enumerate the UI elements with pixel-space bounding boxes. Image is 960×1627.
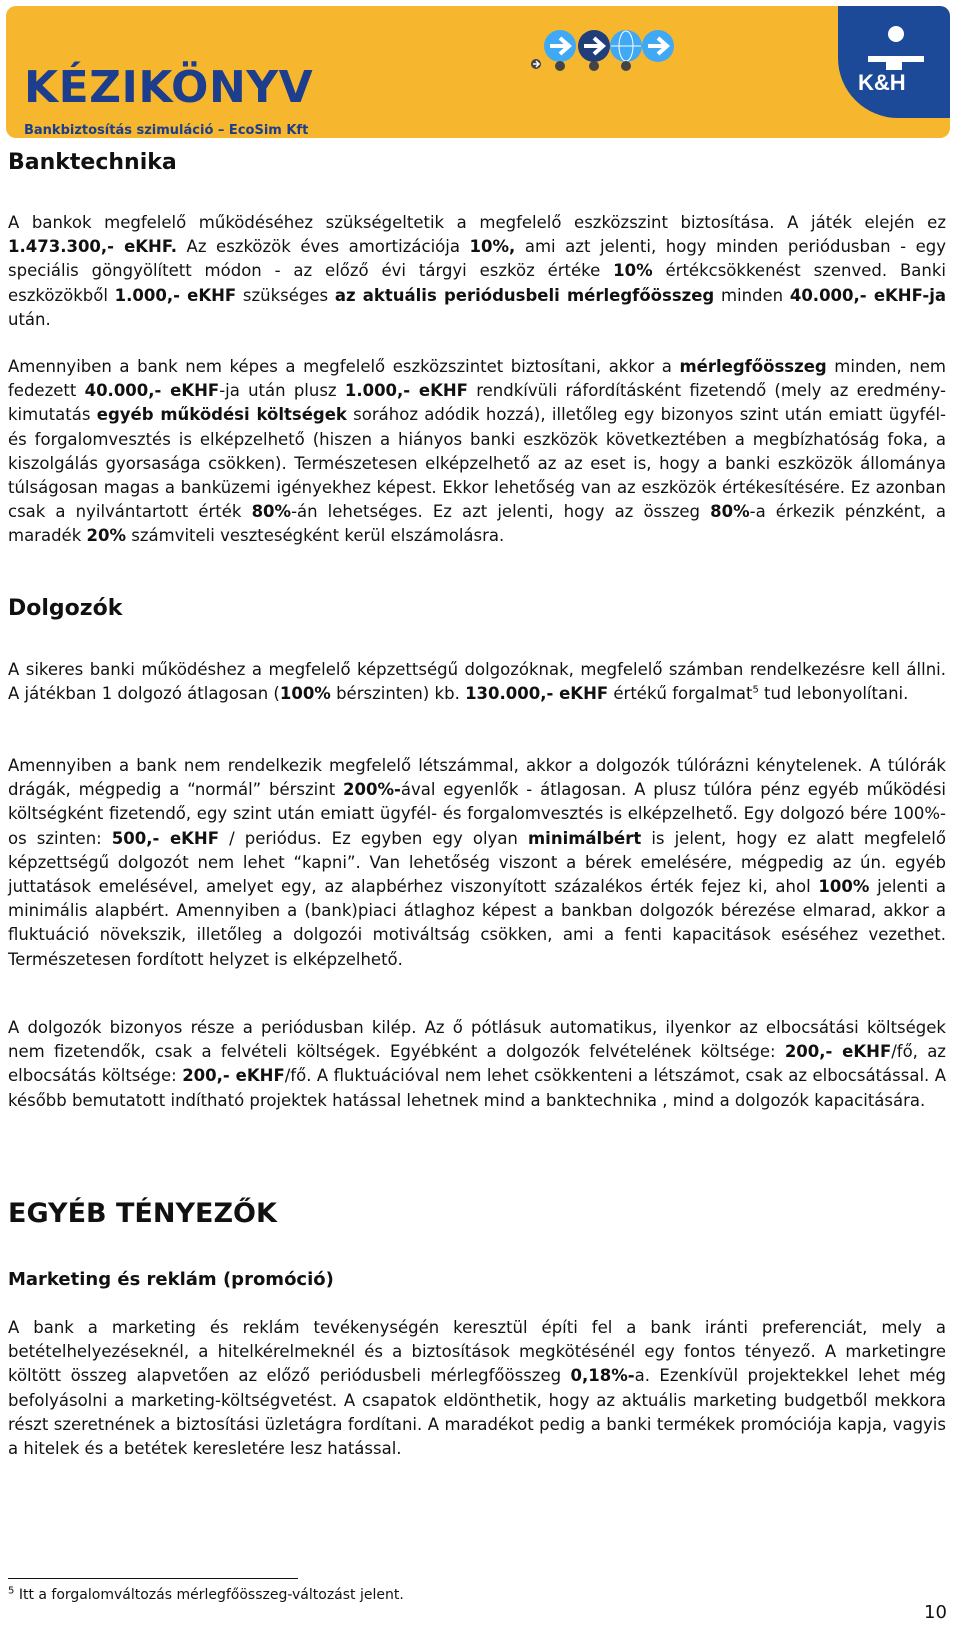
text-run: 500,- eKHF (111, 828, 219, 848)
section-heading-dolgozok: Dolgozók (8, 596, 123, 621)
text-run: mérlegfőösszeg (679, 357, 827, 376)
footnote-ref: 5 (752, 684, 759, 696)
text-run: sorához adódik hozzá), illetőleg egy bizonyos szint után emiatt ügyfél- és forgalomvesztés is elképzelhető (hiszen a hiányos banki eszközök következtében a megbízhatóság foka, a kiszolgálás gyorsasága csökken). Természetesen elképzelhető az az eset is, hogy a banki eszközök állománya túlságosan magas a banküzemi igényekhez képest. Ekkor lehetőség van az eszközök értékesítésére. Ez azonban csak a nyilvántartott érték (8, 405, 946, 522)
text-run: A dolgozók bizonyos része a periódusban kilép. Az ő pótlásuk automatikus, ilyenkor az elbocsátási költségek nem fizetendők, csak a felvételi költségek. Egyébként a dolgozók felvételének költsége: (8, 1018, 946, 1062)
kh-person-icon (868, 26, 924, 70)
text-run: 0,18%- (570, 1366, 635, 1386)
text-run: 130.000,- eKHF (465, 684, 609, 704)
text-run: 1.000,- eKHF (344, 381, 468, 401)
text-run: -án lehetséges. Ez azt jelenti, hogy az összeg (291, 502, 711, 522)
text-run: minden (714, 285, 790, 305)
text-run: is jelent, hogy ez alatt megfelelő képzettségű dolgozót nem lehet “kapni”. Van lehetőség viszont a bérek emelésére, mégpedig az ún. egyéb juttatások emelésével, amelyet egy, az alapbérhez viszonyított százalékos érték fejez ki, ahol (8, 828, 946, 897)
text-run: / periódus. Ez egyben egy olyan (219, 828, 528, 848)
paragraph (8, 355, 946, 549)
text-run: -a érkezik pénzként, a maradék (8, 502, 946, 546)
paragraph (8, 211, 946, 332)
text-run: -ja után plusz (219, 381, 345, 401)
text-run: az aktuális periódusbeli mérlegfőösszeg (334, 285, 715, 305)
text-run: egyéb működési költségek (96, 405, 347, 425)
text-run: bérszinten) kb. (330, 684, 466, 704)
text-run: 100% (818, 877, 870, 897)
text-run: 10%, (469, 237, 516, 257)
footnote-text: Itt a forgalomváltozás mérlegfőösszeg-változást jelent. (18, 1587, 404, 1603)
text-run: szükséges (236, 285, 335, 305)
text-run: Amennyiben a bank nem képes a megfelelő eszközszintet biztosítani, akkor a (8, 357, 680, 376)
text-run: tud lebonyolítani. (758, 684, 909, 704)
arrow-right-icon[interactable] (578, 30, 610, 71)
footnote-number: 5 (8, 1585, 15, 1597)
text-run: 1.000,- eKHF (114, 285, 237, 305)
footnote-divider (8, 1578, 298, 1579)
text-run: A bankok megfelelő működéséhez szükségeltetik a megfelelő eszközszint biztosítása. A játék elején ez (8, 213, 946, 232)
text-run: Az eszközök éves amortizációja (176, 237, 470, 257)
text-run: 100% (279, 684, 331, 704)
text-run: 200%- (343, 780, 401, 800)
paragraph (8, 658, 946, 706)
text-run: után. (8, 309, 51, 329)
text-run: A bank a marketing és reklám tevékenységén keresztül építi fel a bank iránti preferenciát, mely a betételhelyezéseknél, a hitelkérelmeknél és a biztosítások megkötésénél egy fontos tényező. A marketingre költött összeg alapvetően az előző periódusbeli mérlegfőösszeg (8, 1318, 946, 1386)
text-run: a. Ezenkívül projektekkel lehet még befolyásolni a marketing-költségvetést. A csapatok eldönthetik, hogy az aktuális marketing budgetből mekkora részt szeretnének a biztosítási üzletágra fordítani. A maradékot pedig a banki termékek promóciója kapja, vagyis a hitelek és a betétek keresletére lesz hatással. (8, 1366, 946, 1459)
nav-icons (528, 28, 698, 78)
text-run: jelenti a minimális alapbért. Amennyiben a (bank)piaci átlaghoz képest a bankban dolgozók bérezése elmarad, akkor a fluktuáció növekszik, illetőleg a dolgozói motiváltság csökken, ami a fenti kapacitások eséséhez vezethet. Természetesen fordított helyzet is elképzelhető. (8, 877, 946, 969)
text-run: 80% (710, 502, 750, 522)
text-run: Amennyiben a bank nem rendelkezik megfelelő létszámmal, akkor a dolgozók túlórázni kénytelenek. A túlórák drágák, mégpedig a “normál” bérszint (8, 756, 946, 800)
paragraph (8, 754, 946, 972)
text-run: 10% (613, 261, 653, 281)
text-run: rendkívüli ráfordításként fizetendő (mely az eredmény-kimutatás (8, 381, 946, 425)
text-run: ami azt jelenti, hogy minden periódusban - egy speciális göngyölített módon - az előző évi tárgyi eszköz értéke (8, 237, 947, 281)
text-run: 40.000,- eKHF (84, 381, 220, 401)
text-run: 20% (86, 526, 127, 546)
footnote (8, 1586, 404, 1604)
manual-title: KÉZIKÖNYV (24, 62, 314, 113)
text-run: /fő. A fluktuációval nem lehet csökkenteni a létszámot, csak az elbocsátással. A később bemutatott indítható projektek hatással lehetnek mind a banktechnika , mind a dolgozók kapacitására. (8, 1066, 946, 1110)
paragraph (8, 1316, 946, 1461)
kh-logo-text: K&H (858, 70, 906, 95)
globe-icon[interactable] (610, 30, 642, 71)
text-run: értékcsökkenést szenved. Banki eszközökből (8, 261, 946, 305)
section-heading-egyeb-tenyezok: EGYÉB TÉNYEZŐK (8, 1198, 277, 1229)
text-run: A sikeres banki működéshez a megfelelő képzettségű dolgozóknak, megfelelő számban rendelkezésre kell állni. A játékban 1 dolgozó átlagosan ( (8, 660, 946, 704)
text-run: 40.000,- eKHF-ja (789, 285, 947, 305)
text-run: ával egyenlők - átlagosan. A plusz túlóra pénz egyéb működési költségként fizetendő, egy szint után emiatt ügyfél- és forgalomvesztés is elképzelhető. Egy dolgozó bére 100%-os szinten: (8, 780, 946, 848)
text-run: 200,- eKHF (182, 1066, 285, 1086)
arrow-right-icon[interactable] (642, 30, 674, 62)
manual-subtitle: Bankbiztosítás szimuláció – EcoSim Kft (24, 123, 309, 138)
subheading-marketing: Marketing és reklám (promóció) (8, 1269, 334, 1290)
text-run: számviteli veszteségként kerül elszámolásra. (126, 526, 505, 546)
arrow-right-icon[interactable] (544, 30, 576, 71)
kh-logo (838, 6, 950, 118)
text-run: 1.473.300,- eKHF. (8, 237, 177, 257)
paragraph (8, 1016, 946, 1113)
header-banner (6, 6, 950, 138)
text-run: minimálbért (527, 828, 642, 848)
section-heading-banktechnika: Banktechnika (8, 150, 177, 175)
text-run: /fő, az elbocsátás költsége: (8, 1042, 946, 1086)
text-run: 80% (251, 502, 292, 522)
small-arrow-icon[interactable] (531, 59, 541, 69)
page-number: 10 (924, 1602, 947, 1623)
text-run: 200,- eKHF (784, 1042, 892, 1062)
text-run: minden, nem fedezett (8, 357, 946, 401)
text-run: értékű forgalmat (608, 684, 753, 704)
